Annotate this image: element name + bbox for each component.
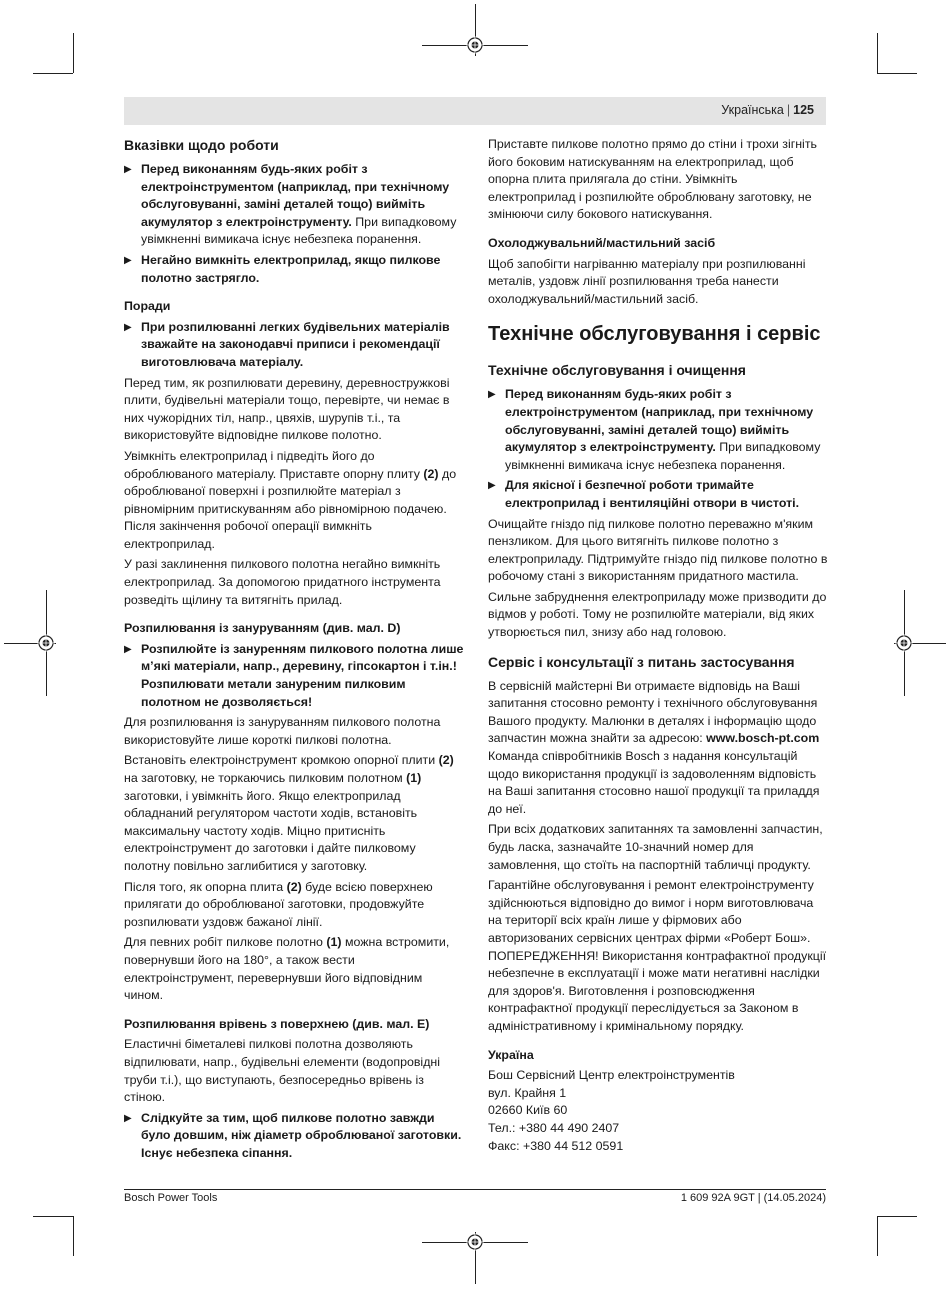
page-header <box>124 97 826 125</box>
crop-mark <box>877 1216 878 1256</box>
crop-mark <box>877 73 917 74</box>
crop-mark <box>33 1216 73 1217</box>
right-column <box>488 136 828 1155</box>
left-column <box>124 136 464 1165</box>
section-title-tips: Поради <box>124 299 171 314</box>
triangle-bullet-icon: ▶ <box>124 164 132 175</box>
paragraph: В сервісній майстерні Ви отримаєте відповідь на Ваші запитання стосовно ремонту і технічного обслуговування Вашого продукту. Малюнки в деталях і інформацію щодо запчастин можна знайти за адресою: www.bosch-pt.com Команда співробітників Bosch з надання консультацій щодо використання продукції із задоволенням відповість на Ваші запитання стосовно нашої продукції та приладдя до неї. <box>488 678 820 816</box>
section-title-maintenance-cleaning: Технічне обслуговування і очищення <box>488 362 746 379</box>
header-text: Українська | 125 <box>721 103 814 117</box>
fax-line: Факс: +380 44 512 0591 <box>488 1138 624 1153</box>
crop-mark <box>73 1216 74 1256</box>
phone-line: Тел.: +380 44 490 2407 <box>488 1120 620 1135</box>
address-line: 02660 Київ 60 <box>488 1103 568 1118</box>
section-title-work-instructions: Вказівки щодо роботи <box>124 137 279 153</box>
crop-mark <box>877 33 878 73</box>
registration-target-icon <box>466 1233 484 1251</box>
section-title-flush-cutting: Розпилювання врівень з поверхнею (див. мал. E) <box>124 1016 430 1031</box>
paragraph: У разі заклинення пилкового полотна негайно вимкніть електроприлад. За допомогою придатного інструмента розведіть щілину та витягніть прилад. <box>124 557 441 607</box>
address-line: вул. Крайня 1 <box>488 1085 567 1100</box>
triangle-bullet-icon: ▶ <box>124 1112 132 1124</box>
triangle-bullet-icon: ▶ <box>488 389 496 401</box>
page-number: 125 <box>793 103 814 117</box>
paragraph: Перед тим, як розпилювати деревину, деревностружкові плити, будівельні матеріали тощо, перевірте, чи немає в них чужорідних тіл, напр., цвяхів, шурупів т.і., та використовуйте відповідне пилкове полотно. <box>124 375 450 443</box>
triangle-bullet-icon: ▶ <box>124 643 132 655</box>
footer-brand: Bosch Power Tools <box>124 1192 218 1204</box>
paragraph: Приставте пилкове полотно прямо до стіни і трохи зігніть його боковим натискуванням на електроприлад, щоб опорна плита прилягала до стіни. Увімкніть електроприлад і розпилюйте оброблювану заготовку, не змінюючи силу бокового натискування. <box>488 137 817 222</box>
country-heading: Україна <box>488 1047 534 1062</box>
warning-bullet: ▶ Для якісної і безпечної роботи тримайте електроприлад і вентиляційні отвори в чистоті. <box>488 478 800 510</box>
service-address <box>488 1067 828 1155</box>
warning-bullet: ▶ Перед виконанням будь-яких робіт з електроінструментом (наприклад, при технічному обслуговуванні, заміні деталей тощо) вийміть акумулятор з електроінструменту. При випадковому увімкненні вимикача існує небезпека поранення. <box>124 162 457 247</box>
triangle-bullet-icon: ▶ <box>488 480 496 492</box>
crop-mark <box>73 33 74 73</box>
paragraph: Гарантійне обслуговування і ремонт електроінструменту здійснюються відповідно до вимог і норм виготовлювача на території всіх країн лише у фірмових або авторизованих сервісних центрах фірми «Роберт Бош». ПОПЕРЕДЖЕННЯ! Використання контрафактної продукції небезпечне в експлуатації і може мати негативні наслідки для здоров'я. Виготовлення і розповсюдження контрафактної продукції переслідується за Законом в адміністративному і кримінальному порядку. <box>488 878 827 1033</box>
paragraph: Еластичні біметалеві пилкові полотна дозволяють відпилювати, напр., будівельні елементи (водопровідні труби т.і.), що виступають, безпосередньо врівень із стіною. <box>124 1037 441 1105</box>
section-title-coolant: Охолоджувальний/мастильний засіб <box>488 235 716 250</box>
crop-mark <box>877 1216 917 1217</box>
paragraph: Увімкніть електроприлад і підведіть його до оброблюваного матеріалу. Приставте опорну плиту (2) до оброблюваної поверхні і розпилюйте матеріал з рівномірним притискуванням або рівномірною подачею. Після закінчення робочої операції вимкніть електроприлад. <box>124 448 457 551</box>
registration-target-icon <box>466 36 484 54</box>
footer-doc-number: 1 609 92A 9GT | (14.05.2024) <box>680 1192 826 1204</box>
paragraph: Сильне забруднення електроприладу може призводити до відмов у роботі. Тому не розпилюйте матеріали, від яких утворюється пил, знизу або над головою. <box>488 589 827 640</box>
warning-bullet: ▶ При розпилюванні легких будівельних матеріалів зважайте на законодавчі приписи і рекомендації виготовлювача матеріалу. <box>124 319 450 369</box>
address-line: Бош Сервісний Центр електроінструментів <box>488 1068 735 1083</box>
triangle-bullet-icon: ▶ <box>124 321 132 333</box>
registration-target-icon <box>37 634 55 652</box>
paragraph: Для розпилювання із зануруванням пилкового полотна використовуйте лише короткі пилкові полотна. <box>124 715 441 747</box>
section-title-service: Сервіс і консультації з питань застосування <box>488 653 795 670</box>
warning-bullet: ▶ Негайно вимкніть електроприлад, якщо пилкове полотно застрягло. <box>124 252 441 285</box>
paragraph: При всіх додаткових запитаннях та замовленні запчастин, будь ласка, зазначайте 10-значний номер для замовлення, що стоїть на паспортній табличці продукту. <box>488 822 823 872</box>
footer-rule <box>124 1189 826 1190</box>
section-title-plunge-cutting: Розпилювання із зануруванням (див. мал. D) <box>124 621 401 636</box>
registration-target-icon <box>895 634 913 652</box>
crop-mark <box>33 73 73 74</box>
paragraph: Після того, як опорна плита (2) буде всією поверхнею прилягати до оброблюваної заготовки, продовжуйте розпилювати уздовж бажаної лінії. <box>124 879 433 929</box>
paragraph: Для певних робіт пилкове полотно (1) можна встромити, повернувши його на 180°, а також вести електроінструмент, перевернувши його відповідним чином. <box>124 935 450 1003</box>
header-language: Українська <box>721 103 784 117</box>
service-url-link[interactable]: www.bosch-pt.com <box>706 731 820 746</box>
paragraph: Щоб запобігти нагріванню матеріалу при розпилюванні металів, уздовж лінії розпилювання треба нанести охолоджувальний/мастильний засіб. <box>488 256 806 306</box>
triangle-bullet-icon: ▶ <box>124 254 132 266</box>
warning-bullet: ▶ Перед виконанням будь-яких робіт з електроінструментом (наприклад, при технічному обслуговуванні, заміні деталей тощо) вийміть акумулятор з електроінструменту. При випадковому увімкненні вимикача існує небезпека поранення. <box>488 387 821 472</box>
paragraph: Очищайте гніздо під пилкове полотно переважно м'яким пензликом. Для цього витягніть пилкове полотно з електроприладу. Підтримуйте гніздо під пилкове полотно в робочому стані з використанням придатного мастила. <box>488 516 828 584</box>
paragraph: Встановіть електроінструмент кромкою опорної плити (2) на заготовку, не торкаючись пилковим полотном (1) заготовки, і увімкніть його. Якщо електроприлад обладнаний регулятором частоти ходів, встановіть максимальну частоту ходів. Міцно притисніть електроінструмент до заготовки і дайте пилковому полотну повільно заглибитися у заготовку. <box>124 753 454 873</box>
chapter-title-maintenance: Технічне обслуговування і сервіс <box>488 323 821 346</box>
warning-bullet: ▶ Розпилюйте із зануренням пилкового полотна лише м’які матеріали, напр., деревину, гіпсокартон і т.ін.! Розпилювати метали зануреним пилковим полотном не дозволяється! <box>124 641 464 709</box>
warning-bullet: ▶ Слідкуйте за тим, щоб пилкове полотно завжди було довшим, ніж діаметр оброблюваної заготовки. Існує небезпека сіпання. <box>124 1110 462 1160</box>
